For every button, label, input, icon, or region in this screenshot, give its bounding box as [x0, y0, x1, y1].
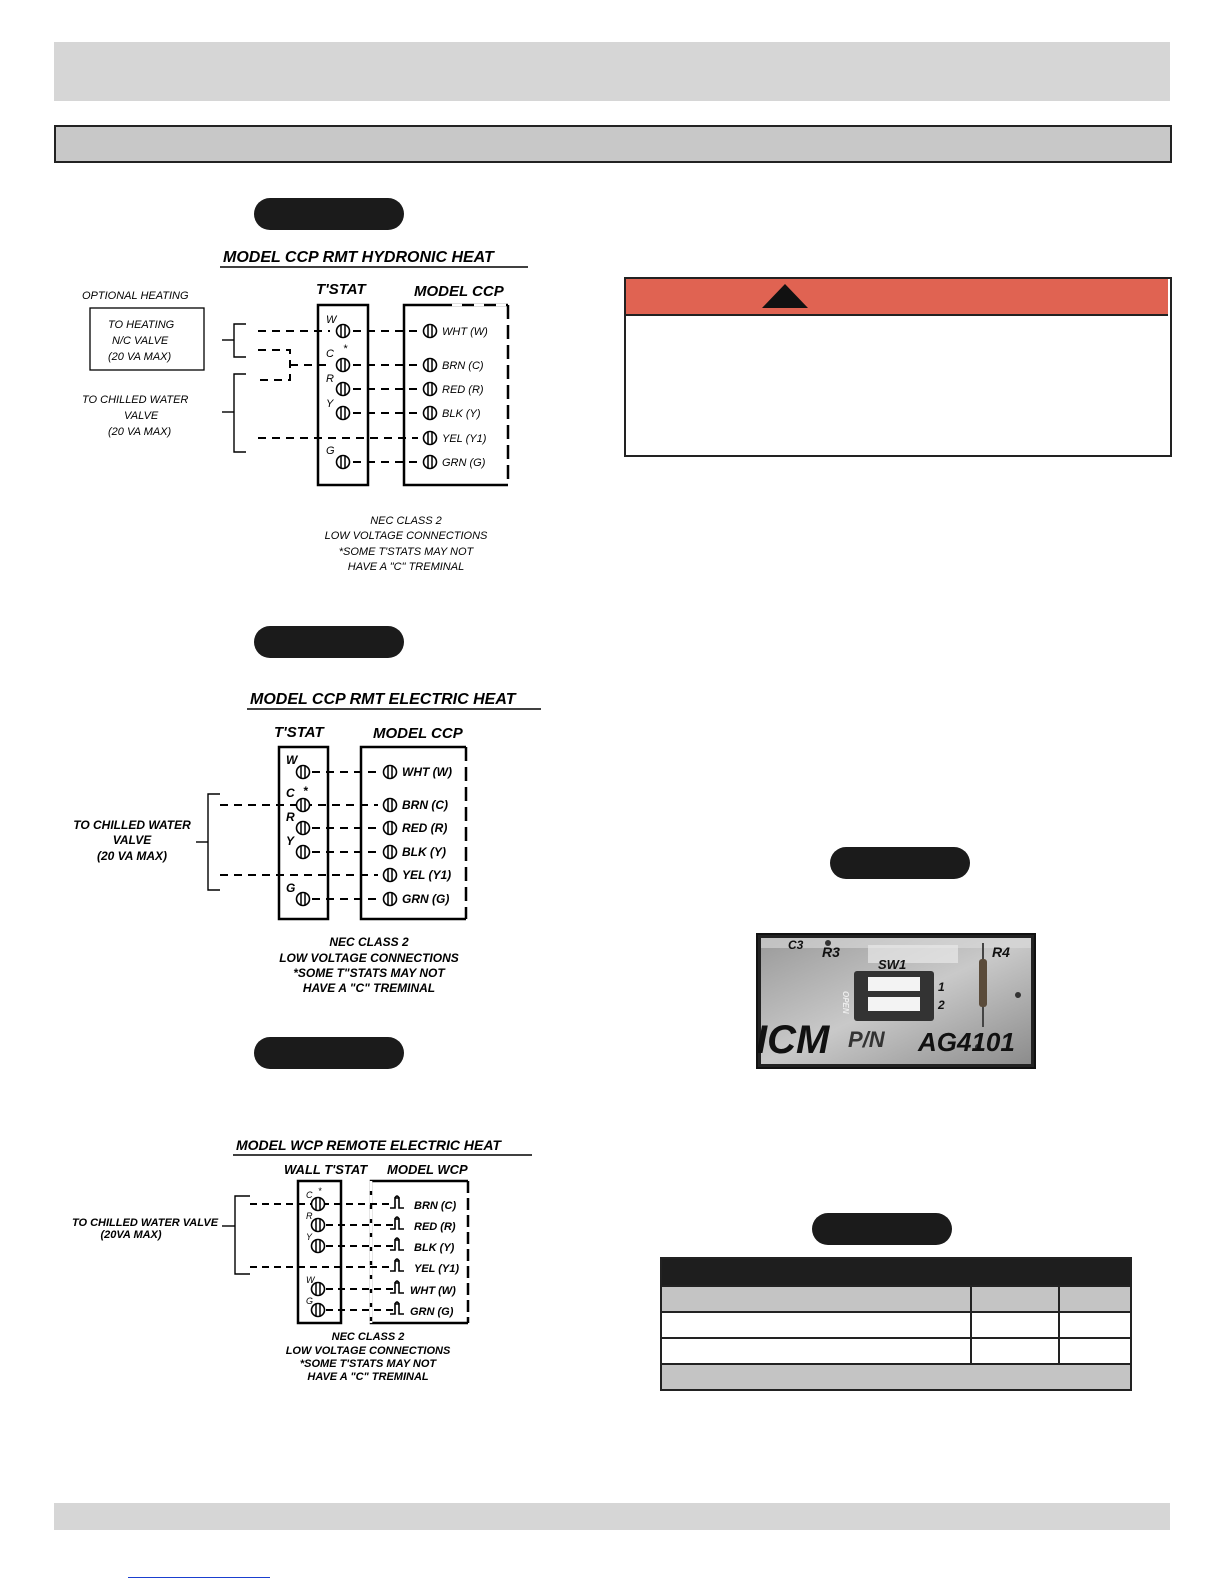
footer-link-underline[interactable]	[128, 1577, 270, 1578]
svg-text:W: W	[326, 314, 337, 326]
svg-text:(20 VA MAX): (20 VA MAX)	[108, 426, 172, 438]
svg-text:(20VA MAX): (20VA MAX)	[100, 1229, 162, 1241]
table-row	[661, 1312, 1131, 1338]
svg-text:G: G	[306, 1296, 314, 1306]
svg-text:LOW VOLTAGE CONNECTIONS: LOW VOLTAGE CONNECTIONS	[324, 530, 488, 542]
warning-triangle-icon	[760, 283, 810, 309]
diagram-hydronic-heat	[82, 249, 528, 573]
diagram1-model-label: MODEL CCP	[414, 283, 504, 300]
svg-text:NEC CLASS 2: NEC CLASS 2	[329, 935, 409, 949]
circuit-board-photo	[756, 933, 1036, 1069]
table-footer-row	[661, 1364, 1131, 1390]
svg-text:YEL (Y1): YEL (Y1)	[402, 868, 452, 882]
svg-text:NEC CLASS 2: NEC CLASS 2	[370, 515, 442, 527]
diagram1-title: MODEL CCP RMT HYDRONIC HEAT	[223, 249, 494, 266]
svg-text:BLK (Y): BLK (Y)	[442, 408, 481, 420]
svg-text:Y: Y	[306, 1232, 313, 1242]
svg-text:TO HEATING: TO HEATING	[108, 319, 175, 331]
figure-label-pill-5	[812, 1213, 952, 1245]
wiring-diagrams	[0, 0, 620, 1420]
svg-text:WHT (W): WHT (W)	[442, 326, 488, 338]
svg-text:P/N: P/N	[848, 1027, 885, 1052]
svg-text:Y: Y	[326, 398, 334, 410]
svg-text:WHT (W): WHT (W)	[402, 765, 452, 779]
svg-text:YEL (Y1): YEL (Y1)	[414, 1263, 460, 1275]
svg-text:BRN (C): BRN (C)	[442, 360, 484, 372]
svg-text:RED (R): RED (R)	[442, 384, 484, 396]
svg-text:(20 VA MAX): (20 VA MAX)	[96, 849, 168, 863]
diagram-electric-heat-ccp	[73, 691, 541, 995]
svg-text:N/C VALVE: N/C VALVE	[112, 335, 169, 347]
svg-text:WALL T'STAT: WALL T'STAT	[284, 1162, 368, 1177]
svg-text:LOW VOLTAGE CONNECTIONS: LOW VOLTAGE CONNECTIONS	[279, 951, 459, 965]
svg-text:BRN (C): BRN (C)	[402, 798, 448, 812]
svg-text:1: 1	[938, 980, 945, 994]
svg-text:MODEL CCP: MODEL CCP	[373, 725, 463, 742]
svg-text:C: C	[326, 348, 334, 360]
svg-text:OPEN: OPEN	[841, 991, 850, 1014]
svg-text:MODEL WCP: MODEL WCP	[387, 1162, 468, 1177]
svg-text:C3: C3	[788, 938, 804, 952]
svg-text:R: R	[326, 373, 334, 385]
svg-text:G: G	[326, 445, 335, 457]
diagram3-title: MODEL WCP REMOTE ELECTRIC HEAT	[236, 1137, 501, 1153]
svg-text:ICM: ICM	[758, 1018, 830, 1062]
svg-text:BLK (Y): BLK (Y)	[402, 845, 446, 859]
svg-text:HAVE A "C" TREMINAL: HAVE A "C" TREMINAL	[307, 1371, 429, 1383]
svg-text:BRN (C): BRN (C)	[414, 1200, 457, 1212]
svg-text:R: R	[286, 810, 295, 824]
svg-text:TO CHILLED WATER VALVE: TO CHILLED WATER VALVE	[71, 1217, 219, 1229]
svg-text:TO CHILLED WATER: TO CHILLED WATER	[73, 818, 191, 832]
page-footer-bar	[54, 1503, 1170, 1530]
svg-text:*: *	[303, 784, 308, 798]
warning-header	[626, 279, 1168, 316]
table-row	[661, 1338, 1131, 1364]
svg-text:LOW VOLTAGE CONNECTIONS: LOW VOLTAGE CONNECTIONS	[285, 1345, 451, 1357]
svg-text:(20 VA MAX): (20 VA MAX)	[108, 351, 172, 363]
svg-text:VALVE: VALVE	[124, 410, 159, 422]
svg-text:*: *	[318, 1186, 322, 1196]
svg-text:W: W	[286, 753, 298, 767]
svg-text:R3: R3	[822, 944, 840, 960]
diagram1-tstat-label: T'STAT	[316, 281, 366, 298]
svg-text:GRN (G): GRN (G)	[410, 1306, 454, 1318]
settings-table	[660, 1257, 1132, 1391]
svg-text:*SOME T'STATS MAY NOT: *SOME T'STATS MAY NOT	[338, 546, 474, 558]
diagram2-title: MODEL CCP RMT ELECTRIC HEAT	[250, 691, 516, 708]
svg-text:T'STAT: T'STAT	[274, 724, 324, 741]
svg-text:Y: Y	[286, 834, 295, 848]
svg-text:C: C	[286, 786, 295, 800]
svg-text:HAVE A "C" TREMINAL: HAVE A "C" TREMINAL	[302, 981, 436, 995]
diagram-wcp-remote-electric-heat	[72, 1137, 532, 1383]
svg-text:TO CHILLED WATER: TO CHILLED WATER	[82, 394, 189, 406]
table-header-row	[661, 1258, 1131, 1286]
svg-text:R4: R4	[992, 944, 1010, 960]
table-subheader-row	[661, 1286, 1131, 1312]
figure-label-pill-4	[830, 847, 970, 879]
diagram1-optional-heating: OPTIONAL HEATING	[82, 290, 189, 302]
svg-text:2: 2	[938, 998, 945, 1012]
svg-text:*: *	[343, 343, 348, 355]
svg-text:NEC CLASS 2: NEC CLASS 2	[331, 1331, 405, 1343]
svg-text:GRN (G): GRN (G)	[442, 457, 486, 469]
svg-text:VALVE: VALVE	[112, 833, 152, 847]
svg-text:RED (R): RED (R)	[414, 1221, 456, 1233]
svg-text:HAVE A "C" TREMINAL: HAVE A "C" TREMINAL	[347, 561, 465, 573]
svg-text:AG4101: AG4101	[918, 1027, 1015, 1057]
svg-text:WHT (W): WHT (W)	[410, 1285, 456, 1297]
svg-text:*SOME T"STATS MAY NOT: *SOME T"STATS MAY NOT	[293, 966, 445, 980]
svg-text:R: R	[306, 1211, 313, 1221]
svg-text:W: W	[306, 1275, 315, 1285]
svg-text:C: C	[306, 1190, 313, 1200]
svg-text:*SOME T'STATS MAY NOT: *SOME T'STATS MAY NOT	[299, 1358, 437, 1370]
svg-text:BLK (Y): BLK (Y)	[414, 1242, 455, 1254]
svg-text:YEL (Y1): YEL (Y1)	[442, 433, 487, 445]
svg-text:GRN (G): GRN (G)	[402, 892, 450, 906]
svg-text:SW1: SW1	[878, 957, 907, 972]
svg-text:RED (R): RED (R)	[402, 821, 448, 835]
svg-text:G: G	[286, 881, 296, 895]
